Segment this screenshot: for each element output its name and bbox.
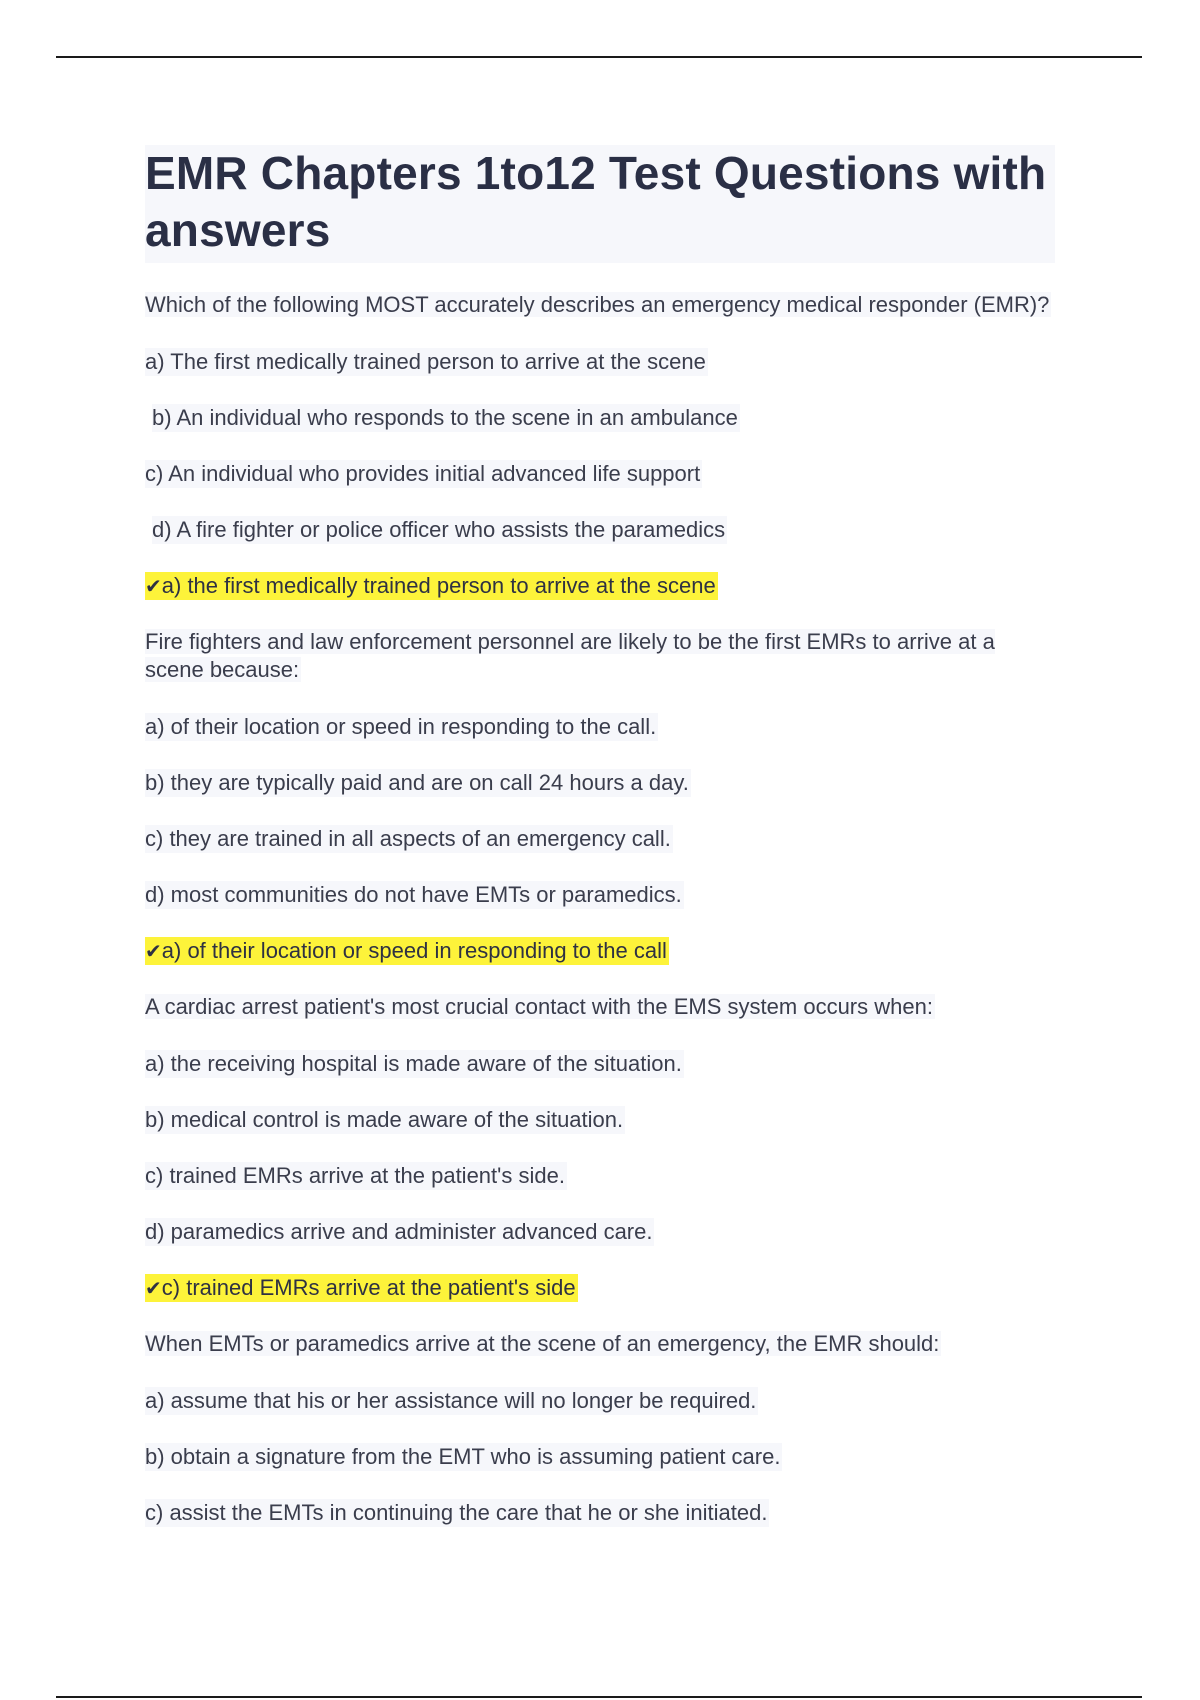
question-1 bbox=[145, 291, 1055, 319]
option-1a bbox=[145, 348, 1055, 376]
question-2 bbox=[145, 628, 1055, 684]
option-1d bbox=[145, 516, 1055, 544]
option-3d bbox=[145, 1218, 1055, 1246]
option-2b bbox=[145, 769, 1055, 797]
checkmark-icon: ✔ bbox=[145, 939, 162, 963]
option-text: c) An individual who provides initial advanced life support bbox=[145, 461, 701, 486]
question-text: When EMTs or paramedics arrive at the scene of an emergency, the EMR should: bbox=[145, 1331, 940, 1356]
question-text: A cardiac arrest patient's most crucial contact with the EMS system occurs when: bbox=[145, 994, 933, 1019]
answer-text: a) the first medically trained person to arrive at the scene bbox=[161, 573, 716, 598]
option-4b bbox=[145, 1443, 1055, 1471]
answer-highlight bbox=[145, 572, 718, 600]
option-text: c) assist the EMTs in continuing the care that he or she initiated. bbox=[145, 1500, 768, 1525]
answer-3 bbox=[145, 1274, 1055, 1302]
option-4a bbox=[145, 1387, 1055, 1415]
answer-highlight bbox=[145, 937, 669, 965]
document-body bbox=[145, 145, 1055, 1555]
answer-2 bbox=[145, 937, 1055, 965]
option-text: a) the receiving hospital is made aware of the situation. bbox=[145, 1051, 682, 1076]
answer-text: c) trained EMRs arrive at the patient's side bbox=[161, 1275, 576, 1300]
option-text: a) The first medically trained person to arrive at the scene bbox=[145, 349, 706, 374]
option-text: b) medical control is made aware of the situation. bbox=[145, 1107, 624, 1132]
option-4c bbox=[145, 1499, 1055, 1527]
option-2d bbox=[145, 881, 1055, 909]
header-rule bbox=[56, 56, 1142, 58]
option-2c bbox=[145, 825, 1055, 853]
option-3b bbox=[145, 1106, 1055, 1134]
question-3 bbox=[145, 993, 1055, 1021]
option-text: b) they are typically paid and are on call 24 hours a day. bbox=[145, 770, 689, 795]
option-text: c) trained EMRs arrive at the patient's side. bbox=[145, 1163, 565, 1188]
option-text: d) A fire fighter or police officer who assists the paramedics bbox=[152, 517, 726, 542]
option-3a bbox=[145, 1050, 1055, 1078]
answer-1 bbox=[145, 572, 1055, 600]
option-text: b) obtain a signature from the EMT who is assuming patient care. bbox=[145, 1444, 781, 1469]
question-text: Fire fighters and law enforcement personnel are likely to be the first EMRs to arrive at a scene because: bbox=[145, 629, 995, 682]
option-text: d) most communities do not have EMTs or paramedics. bbox=[145, 882, 682, 907]
answer-highlight bbox=[145, 1274, 578, 1302]
option-text: c) they are trained in all aspects of an emergency call. bbox=[145, 826, 671, 851]
option-text: a) assume that his or her assistance will no longer be required. bbox=[145, 1388, 757, 1413]
option-2a bbox=[145, 713, 1055, 741]
option-text: a) of their location or speed in responding to the call. bbox=[145, 714, 657, 739]
question-text: Which of the following MOST accurately describes an emergency medical responder (EMR)? bbox=[145, 292, 1050, 317]
option-1b bbox=[145, 404, 1055, 432]
title-block bbox=[145, 145, 1055, 263]
footer-rule bbox=[56, 1696, 1142, 1698]
option-1c bbox=[145, 460, 1055, 488]
question-4 bbox=[145, 1330, 1055, 1358]
checkmark-icon: ✔ bbox=[145, 574, 162, 598]
document-title: EMR Chapters 1to12 Test Questions with answers bbox=[145, 147, 1047, 256]
option-text: b) An individual who responds to the scene in an ambulance bbox=[152, 405, 738, 430]
option-text: d) paramedics arrive and administer advanced care. bbox=[145, 1219, 653, 1244]
answer-text: a) of their location or speed in responding to the call bbox=[161, 938, 667, 963]
checkmark-icon: ✔ bbox=[145, 1276, 162, 1300]
option-3c bbox=[145, 1162, 1055, 1190]
